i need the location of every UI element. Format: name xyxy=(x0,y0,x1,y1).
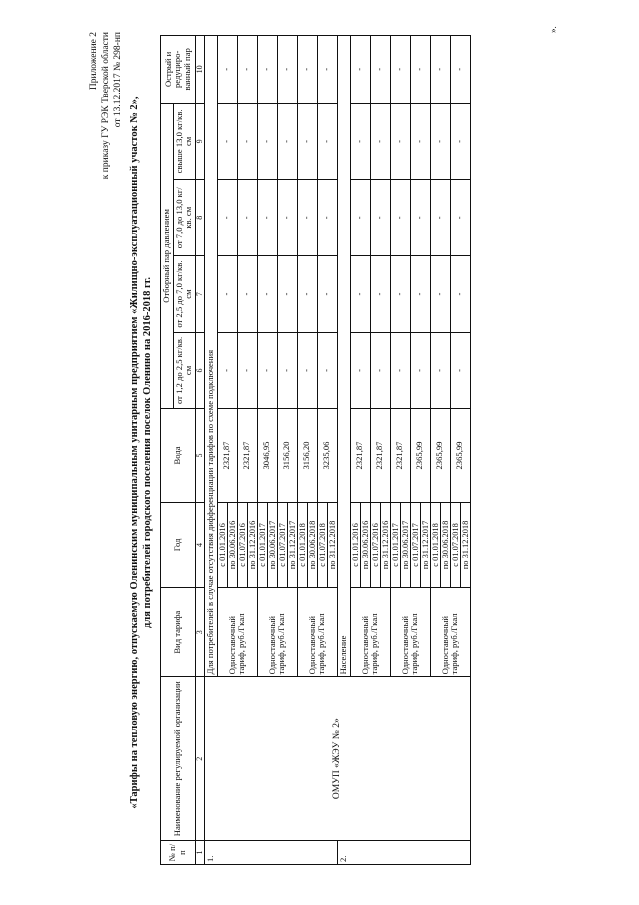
header-pressure-3: от 7,0 до 13,0 кг/кв. см xyxy=(173,180,195,256)
end-mark: ». xyxy=(548,26,558,33)
water-value: 3156,20 xyxy=(277,409,297,503)
tariff-table xyxy=(160,35,471,865)
period-end: по 31.12.2018 xyxy=(460,502,470,587)
period-start: с 01.07.2018 xyxy=(450,502,460,587)
water-value: 3235,06 xyxy=(317,409,337,503)
header-year: Год xyxy=(161,502,196,587)
dash-cell: - xyxy=(430,103,450,179)
table-body xyxy=(204,36,470,865)
header-water: Вода xyxy=(161,409,196,503)
dash-cell: - xyxy=(257,256,277,332)
dash-cell: - xyxy=(217,103,237,179)
title-line-1: «Тарифы на тепловую энергию, отпускаемую Оленинским муниципальным унитарным предприятием «Жилищно-эксплуатационный участок № 2», xyxy=(129,96,140,809)
dash-cell: - xyxy=(277,256,297,332)
dash-cell: - xyxy=(237,36,257,104)
col-number: 2 xyxy=(195,677,204,841)
col-number: 7 xyxy=(195,256,204,332)
dash-cell: - xyxy=(350,103,370,179)
water-value: 2365,99 xyxy=(430,409,450,503)
dash-cell: - xyxy=(370,332,390,408)
dash-cell: - xyxy=(297,180,317,256)
col-number: 1 xyxy=(195,841,204,865)
dash-cell: - xyxy=(370,36,390,104)
dash-cell: - xyxy=(450,36,470,104)
period-end: по 31.12.2017 xyxy=(287,502,297,587)
period-start: с 01.01.2017 xyxy=(257,502,267,587)
dash-cell: - xyxy=(277,332,297,408)
water-value: 2321,87 xyxy=(350,409,370,503)
period-end: по 30.06.2016 xyxy=(360,502,370,587)
water-value: 2321,87 xyxy=(237,409,257,503)
dash-cell: - xyxy=(217,180,237,256)
header-no: № п/ п xyxy=(161,841,196,865)
col-number: 8 xyxy=(195,180,204,256)
appendix-line-3: от 13.12.2017 № 298-нп xyxy=(113,32,123,128)
dash-cell: - xyxy=(410,180,430,256)
water-value: 2321,87 xyxy=(370,409,390,503)
period-end: по 30.06.2017 xyxy=(400,502,410,587)
dash-cell: - xyxy=(297,103,317,179)
dash-cell: - xyxy=(450,256,470,332)
dash-cell: - xyxy=(450,103,470,179)
dash-cell: - xyxy=(350,256,370,332)
water-value: 3046,95 xyxy=(257,409,277,503)
period-start: с 01.07.2017 xyxy=(277,502,287,587)
dash-cell: - xyxy=(277,180,297,256)
tariff-type: Одноставочный тариф, руб./Гкал xyxy=(257,587,297,676)
dash-cell: - xyxy=(297,36,317,104)
header-org: Наименование регулируемой организации xyxy=(161,677,196,841)
tariff-type: Одноставочный тариф, руб./Гкал xyxy=(430,587,470,676)
water-value: 2365,99 xyxy=(410,409,430,503)
period-end: по 31.12.2016 xyxy=(247,502,257,587)
dash-cell: - xyxy=(410,103,430,179)
section-number: 1. xyxy=(204,841,337,865)
appendix-line-2: к приказу ГУ РЭК Тверской области xyxy=(101,32,111,180)
dash-cell: - xyxy=(350,332,370,408)
dash-cell: - xyxy=(257,180,277,256)
section-label: Население xyxy=(337,36,350,677)
dash-cell: - xyxy=(237,332,257,408)
header-pressure-2: от 2,5 до 7,0 кг/кв. см xyxy=(173,256,195,332)
dash-cell: - xyxy=(450,332,470,408)
water-value: 2321,87 xyxy=(217,409,237,503)
section-label-row xyxy=(204,36,217,865)
period-start: с 01.01.2017 xyxy=(390,502,400,587)
dash-cell: - xyxy=(430,36,450,104)
period-start: с 01.01.2016 xyxy=(350,502,360,587)
dash-cell: - xyxy=(410,332,430,408)
col-number: 9 xyxy=(195,103,204,179)
col-number: 6 xyxy=(195,332,204,408)
appendix-line-1: Приложение 2 xyxy=(89,32,99,91)
dash-cell: - xyxy=(390,332,410,408)
section-number: 2. xyxy=(337,841,470,865)
water-value: 2365,99 xyxy=(450,409,470,503)
dash-cell: - xyxy=(370,180,390,256)
dash-cell: - xyxy=(430,180,450,256)
header-pressure-4: свыше 13,0 кг/кв. см xyxy=(173,103,195,179)
dash-cell: - xyxy=(257,36,277,104)
header-type: Вид тарифа xyxy=(161,587,196,676)
water-value: 3156,20 xyxy=(297,409,317,503)
org-name: ОМУП «ЖЭУ № 2» xyxy=(204,677,470,841)
dash-cell: - xyxy=(410,36,430,104)
header-steam-group: Отборный пар давлением xyxy=(161,103,174,408)
period-start: с 01.01.2016 xyxy=(217,502,227,587)
dash-cell: - xyxy=(430,332,450,408)
dash-cell: - xyxy=(430,256,450,332)
title-line-2: для потребителей городского поселения поселок Оленино на 2016-2018 гг. xyxy=(142,277,153,628)
section-label: Для потребителей в случае отсутствия дифференциации тарифов по схеме подключения xyxy=(204,36,217,677)
column-number-row xyxy=(195,36,204,865)
header-pressure-1: от 1,2 до 2,5 кг/кв. см xyxy=(173,332,195,408)
dash-cell: - xyxy=(390,36,410,104)
period-end: по 30.06.2018 xyxy=(440,502,450,587)
dash-cell: - xyxy=(237,256,257,332)
period-end: по 30.06.2018 xyxy=(307,502,317,587)
dash-cell: - xyxy=(217,256,237,332)
tariff-type: Одноставочный тариф, руб./Гкал xyxy=(390,587,430,676)
dash-cell: - xyxy=(350,180,370,256)
dash-cell: - xyxy=(317,103,337,179)
appendix-block xyxy=(88,32,124,179)
dash-cell: - xyxy=(297,332,317,408)
dash-cell: - xyxy=(450,180,470,256)
period-end: по 31.12.2017 xyxy=(420,502,430,587)
period-start: с 01.01.2018 xyxy=(430,502,440,587)
col-number: 10 xyxy=(195,36,204,104)
dash-cell: - xyxy=(317,180,337,256)
dash-cell: - xyxy=(297,256,317,332)
dash-cell: - xyxy=(237,180,257,256)
period-start: с 01.07.2016 xyxy=(237,502,247,587)
period-end: по 30.06.2017 xyxy=(267,502,277,587)
tariff-type: Одноставочный тариф, руб./Гкал xyxy=(297,587,337,676)
period-start: с 01.07.2017 xyxy=(410,502,420,587)
water-value: 2321,87 xyxy=(390,409,410,503)
header-sharp-steam: Острый и редуциро- ванный пар xyxy=(161,36,196,104)
dash-cell: - xyxy=(390,103,410,179)
document-title xyxy=(128,0,154,905)
period-start: с 01.07.2018 xyxy=(317,502,327,587)
period-end: по 31.12.2016 xyxy=(380,502,390,587)
dash-cell: - xyxy=(390,256,410,332)
period-end: по 30.06.2016 xyxy=(227,502,237,587)
period-start: с 01.01.2018 xyxy=(297,502,307,587)
dash-cell: - xyxy=(390,180,410,256)
dash-cell: - xyxy=(257,332,277,408)
dash-cell: - xyxy=(370,103,390,179)
dash-cell: - xyxy=(277,36,297,104)
dash-cell: - xyxy=(317,256,337,332)
dash-cell: - xyxy=(257,103,277,179)
dash-cell: - xyxy=(317,332,337,408)
dash-cell: - xyxy=(277,103,297,179)
dash-cell: - xyxy=(370,256,390,332)
dash-cell: - xyxy=(410,256,430,332)
col-number: 4 xyxy=(195,502,204,587)
dash-cell: - xyxy=(317,36,337,104)
tariff-type: Одноставочный тариф, руб./Гкал xyxy=(350,587,390,676)
dash-cell: - xyxy=(217,332,237,408)
col-number: 3 xyxy=(195,587,204,676)
period-end: по 31.12.2018 xyxy=(327,502,337,587)
dash-cell: - xyxy=(217,36,237,104)
period-start: с 01.07.2016 xyxy=(370,502,380,587)
dash-cell: - xyxy=(237,103,257,179)
col-number: 5 xyxy=(195,409,204,503)
dash-cell: - xyxy=(350,36,370,104)
tariff-type: Одноставочный тариф, руб./Гкал xyxy=(217,587,257,676)
